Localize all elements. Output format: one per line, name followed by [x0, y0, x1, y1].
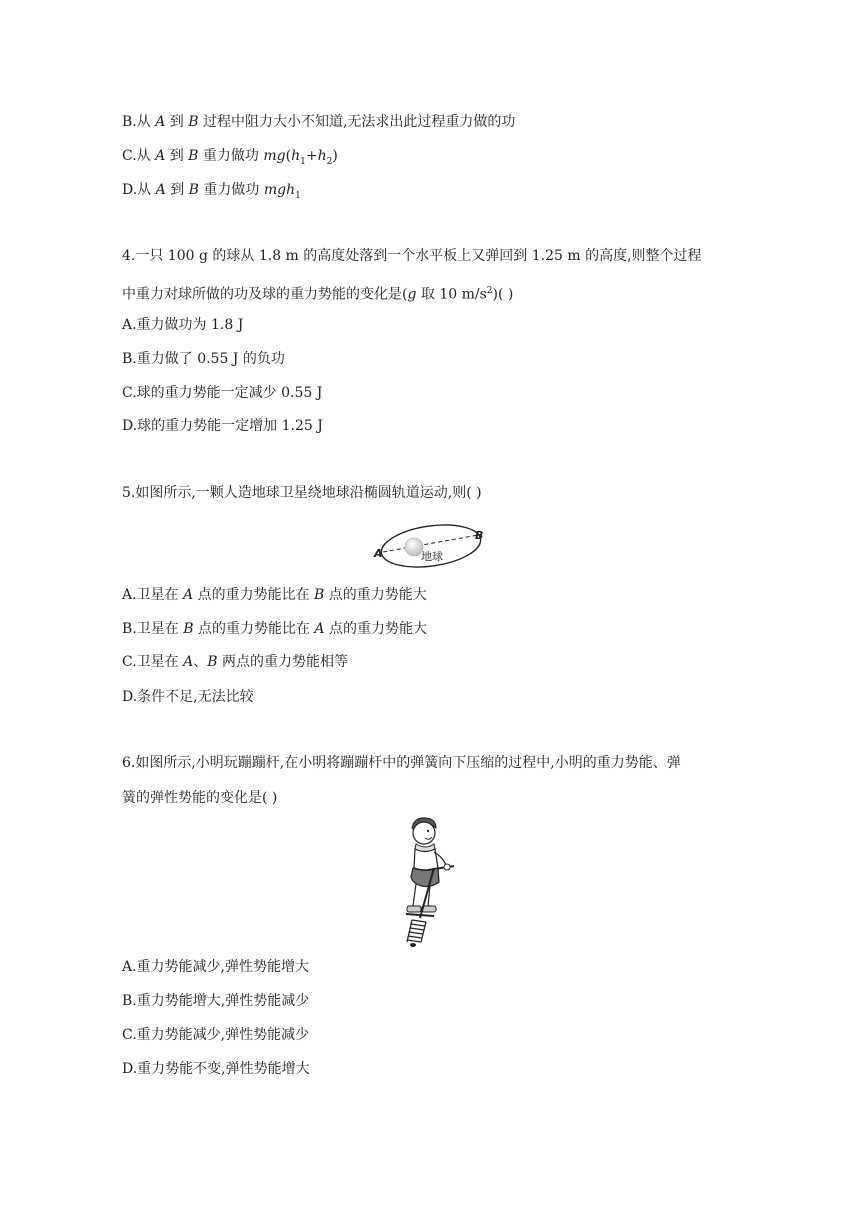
earth-label: 地球 [421, 550, 443, 563]
footrest [406, 914, 434, 916]
q4-option-d: D.球的重力势能一定增加 1.25 J [122, 418, 323, 434]
hand [444, 864, 450, 870]
shorts [411, 868, 439, 887]
q6-option-c: C.重力势能减少,弹性势能减少 [122, 1027, 310, 1043]
q5-option-b: B.卫星在 B 点的重力势能比在 A 点的重力势能大 [122, 621, 427, 637]
q5-option-a: A.卫星在 A 点的重力势能比在 B 点的重力势能大 [122, 587, 427, 603]
q6-option-a: A.重力势能减少,弹性势能增大 [122, 959, 310, 975]
satellite-orbit-figure [372, 522, 490, 572]
spring-icon [407, 920, 426, 942]
q6-stem-line2: 簧的弹性势能的变化是( ) [122, 790, 278, 806]
q6-option-b: B.重力势能增大,弹性势能减少 [122, 993, 310, 1009]
point-b-label: B [475, 529, 484, 542]
eye [427, 830, 429, 832]
pogo-tip [410, 943, 416, 947]
q3-option-d: D.从 A 到 B 重力做功 mgh$_1$ [122, 182, 301, 201]
q3-option-b: B.从 A 到 B 过程中阻力大小不知道,无法求出此过程重力做的功 [122, 114, 516, 130]
q6-stem-line1: 6.如图所示,小明玩蹦蹦杆,在小明将蹦蹦杆中的弹簧向下压缩的过程中,小明的重力势能、弹 [122, 755, 681, 771]
pogo-stick-boy-figure [398, 814, 468, 950]
shoe-back [407, 906, 421, 912]
q6-option-d: D.重力势能不变,弹性势能增大 [122, 1061, 310, 1077]
head [413, 822, 435, 844]
q4-option-c: C.球的重力势能一定减少 0.55 J [122, 385, 323, 401]
q3-option-c: C.从 A 到 B 重力做功 $mg(h_1+h_2)$ [122, 148, 338, 167]
q4-stem-line2: 中重力对球所做的功及球的重力势能的变化是(g 取 10 $m/s^2$)( ) [122, 286, 514, 303]
q5-option-c: C.卫星在 A、B 两点的重力势能相等 [122, 654, 348, 670]
point-a-label: A [374, 547, 383, 560]
q4-option-a: A.重力做功为 1.8 J [122, 317, 244, 333]
q4-option-b: B.重力做了 0.55 J 的负功 [122, 351, 285, 367]
q5-option-d: D.条件不足,无法比较 [122, 689, 254, 705]
q4-stem-line1: 4.一只 100 g 的球从 1.8 m 的高度处落到一个水平板上又弹回到 1.25 m 的高度,则整个过程 [122, 248, 702, 264]
orbit-ellipse [379, 522, 484, 572]
leg-back [413, 884, 416, 906]
q5-stem: 5.如图所示,一颗人造地球卫星绕地球沿椭圆轨道运动,则( ) [122, 485, 482, 501]
